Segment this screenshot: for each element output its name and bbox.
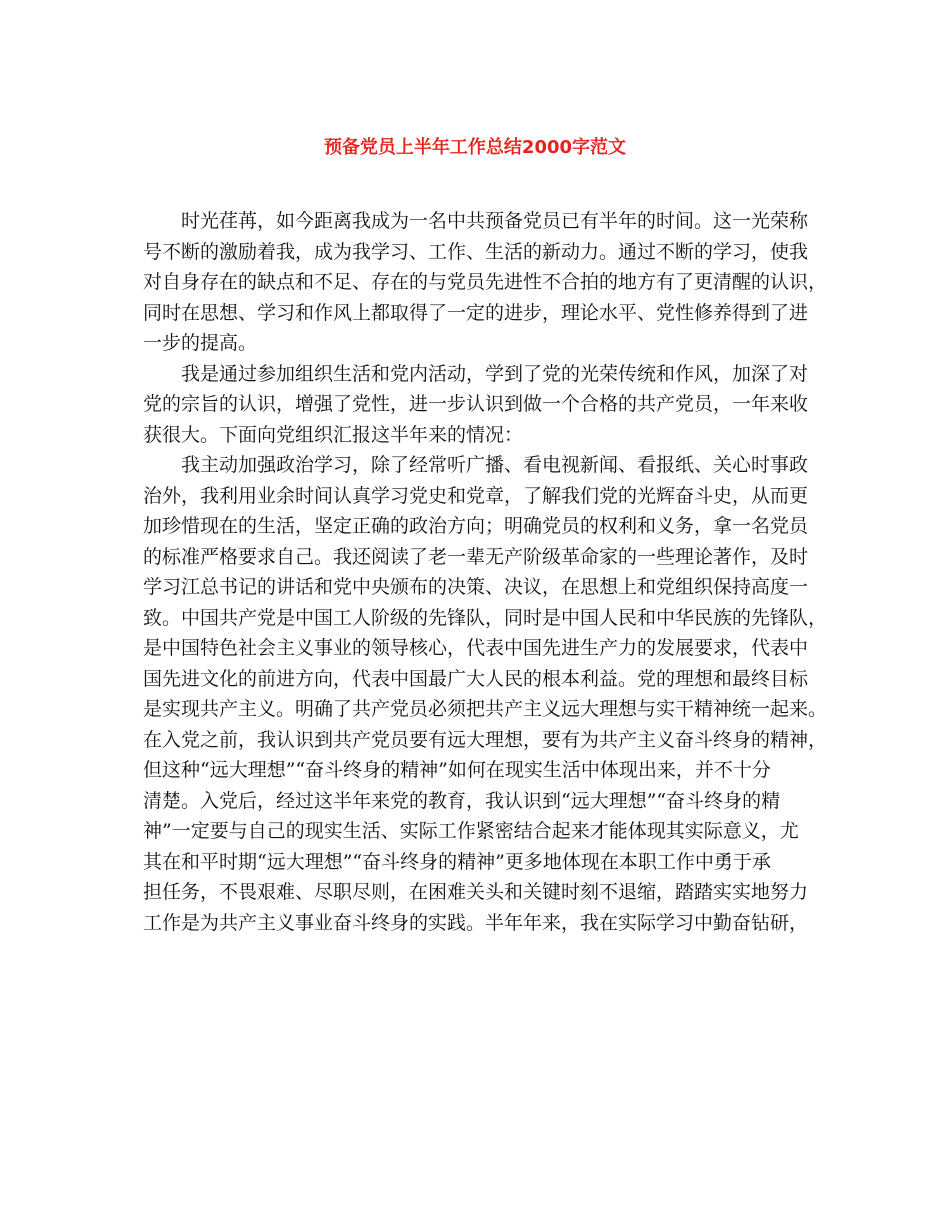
body-line: 号不断的激励着我，成为我学习、工作、生活的新动力。通过不断的学习，使我 — [143, 240, 809, 263]
document-title: 预备党员上半年工作总结2000字范文 — [323, 137, 627, 158]
body-line: 我主动加强政治学习，除了经常听广播、看电视新闻、看报纸、关心时事政 — [181, 454, 809, 476]
body-line: 对自身存在的缺点和不足、存在的与党员先进性不合拍的地方有了更清醒的认识， — [143, 271, 828, 293]
body-line: 的标准严格要求自己。我还阅读了老一辈无产阶级革命家的一些理论著作，及时 — [143, 545, 809, 568]
body-line: 加珍惜现在的生活，坚定正确的政治方向；明确党员的权利和义务，拿一名党员 — [143, 515, 809, 537]
body-line: 时光荏苒，如今距离我成为一名中共预备党员已有半年的时间。这一光荣称 — [181, 210, 809, 232]
body-line: 一步的提高。 — [143, 332, 258, 354]
body-line: 国先进文化的前进方向，代表中国最广大人民的根本利益。党的理想和最终目标 — [143, 667, 809, 690]
body-line: 学习江总书记的讲话和党中央颁布的决策、决议，在思想上和党组织保持高度一 — [143, 576, 809, 598]
body-line: 工作是为共产主义事业奋斗终身的实践。半年年来，我在实际学习中勤奋钻研， — [143, 911, 809, 934]
body-line: 同时在思想、学习和作风上都取得了一定的进步，理论水平、党性修养得到了进 — [143, 301, 809, 324]
body-line: 其在和平时期“远大理想”“奋斗终身的精神”更多地体现在本职工作中勇于承 — [143, 850, 771, 873]
body-line: 担任务，不畏艰难、尽职尽则，在困难关头和关键时刻不退缩，踏踏实实地努力 — [143, 881, 809, 903]
body-line: 是中国特色社会主义事业的领导核心，代表中国先进生产力的发展要求，代表中 — [143, 637, 809, 659]
body-line: 致。中国共产党是中国工人阶级的先锋队，同时是中国人民和中华民族的先锋队， — [143, 606, 828, 629]
body-line: 获很大。下面向党组织汇报这半年来的情况： — [143, 423, 524, 446]
body-line: 神”一定要与自己的现实生活、实际工作紧密结合起来才能体现其实际意义，尤 — [143, 820, 799, 842]
body-line: 清楚。入党后，经过这半年来党的教育，我认识到“远大理想”“奋斗终身的精 — [143, 789, 781, 812]
body-line: 在入党之前，我认识到共产党员要有远大理想，要有为共产主义奋斗终身的精神， — [143, 728, 828, 751]
body-line: 治外，我利用业余时间认真学习党史和党章，了解我们党的光辉奋斗史，从而更 — [143, 484, 809, 507]
body-line: 是实现共产主义。明确了共产党员必须把共产主义远大理想与实干精神统一起来。 — [143, 698, 828, 720]
body-line: 但这种“远大理想”“奋斗终身的精神”如何在现实生活中体现出来，并不十分 — [143, 759, 771, 781]
document-body — [143, 206, 828, 938]
body-line: 党的宗旨的认识，增强了党性，进一步认识到做一个合格的共产党员，一年来收 — [143, 393, 809, 415]
body-line: 我是通过参加组织生活和党内活动，学到了党的光荣传统和作风，加深了对 — [181, 362, 809, 385]
